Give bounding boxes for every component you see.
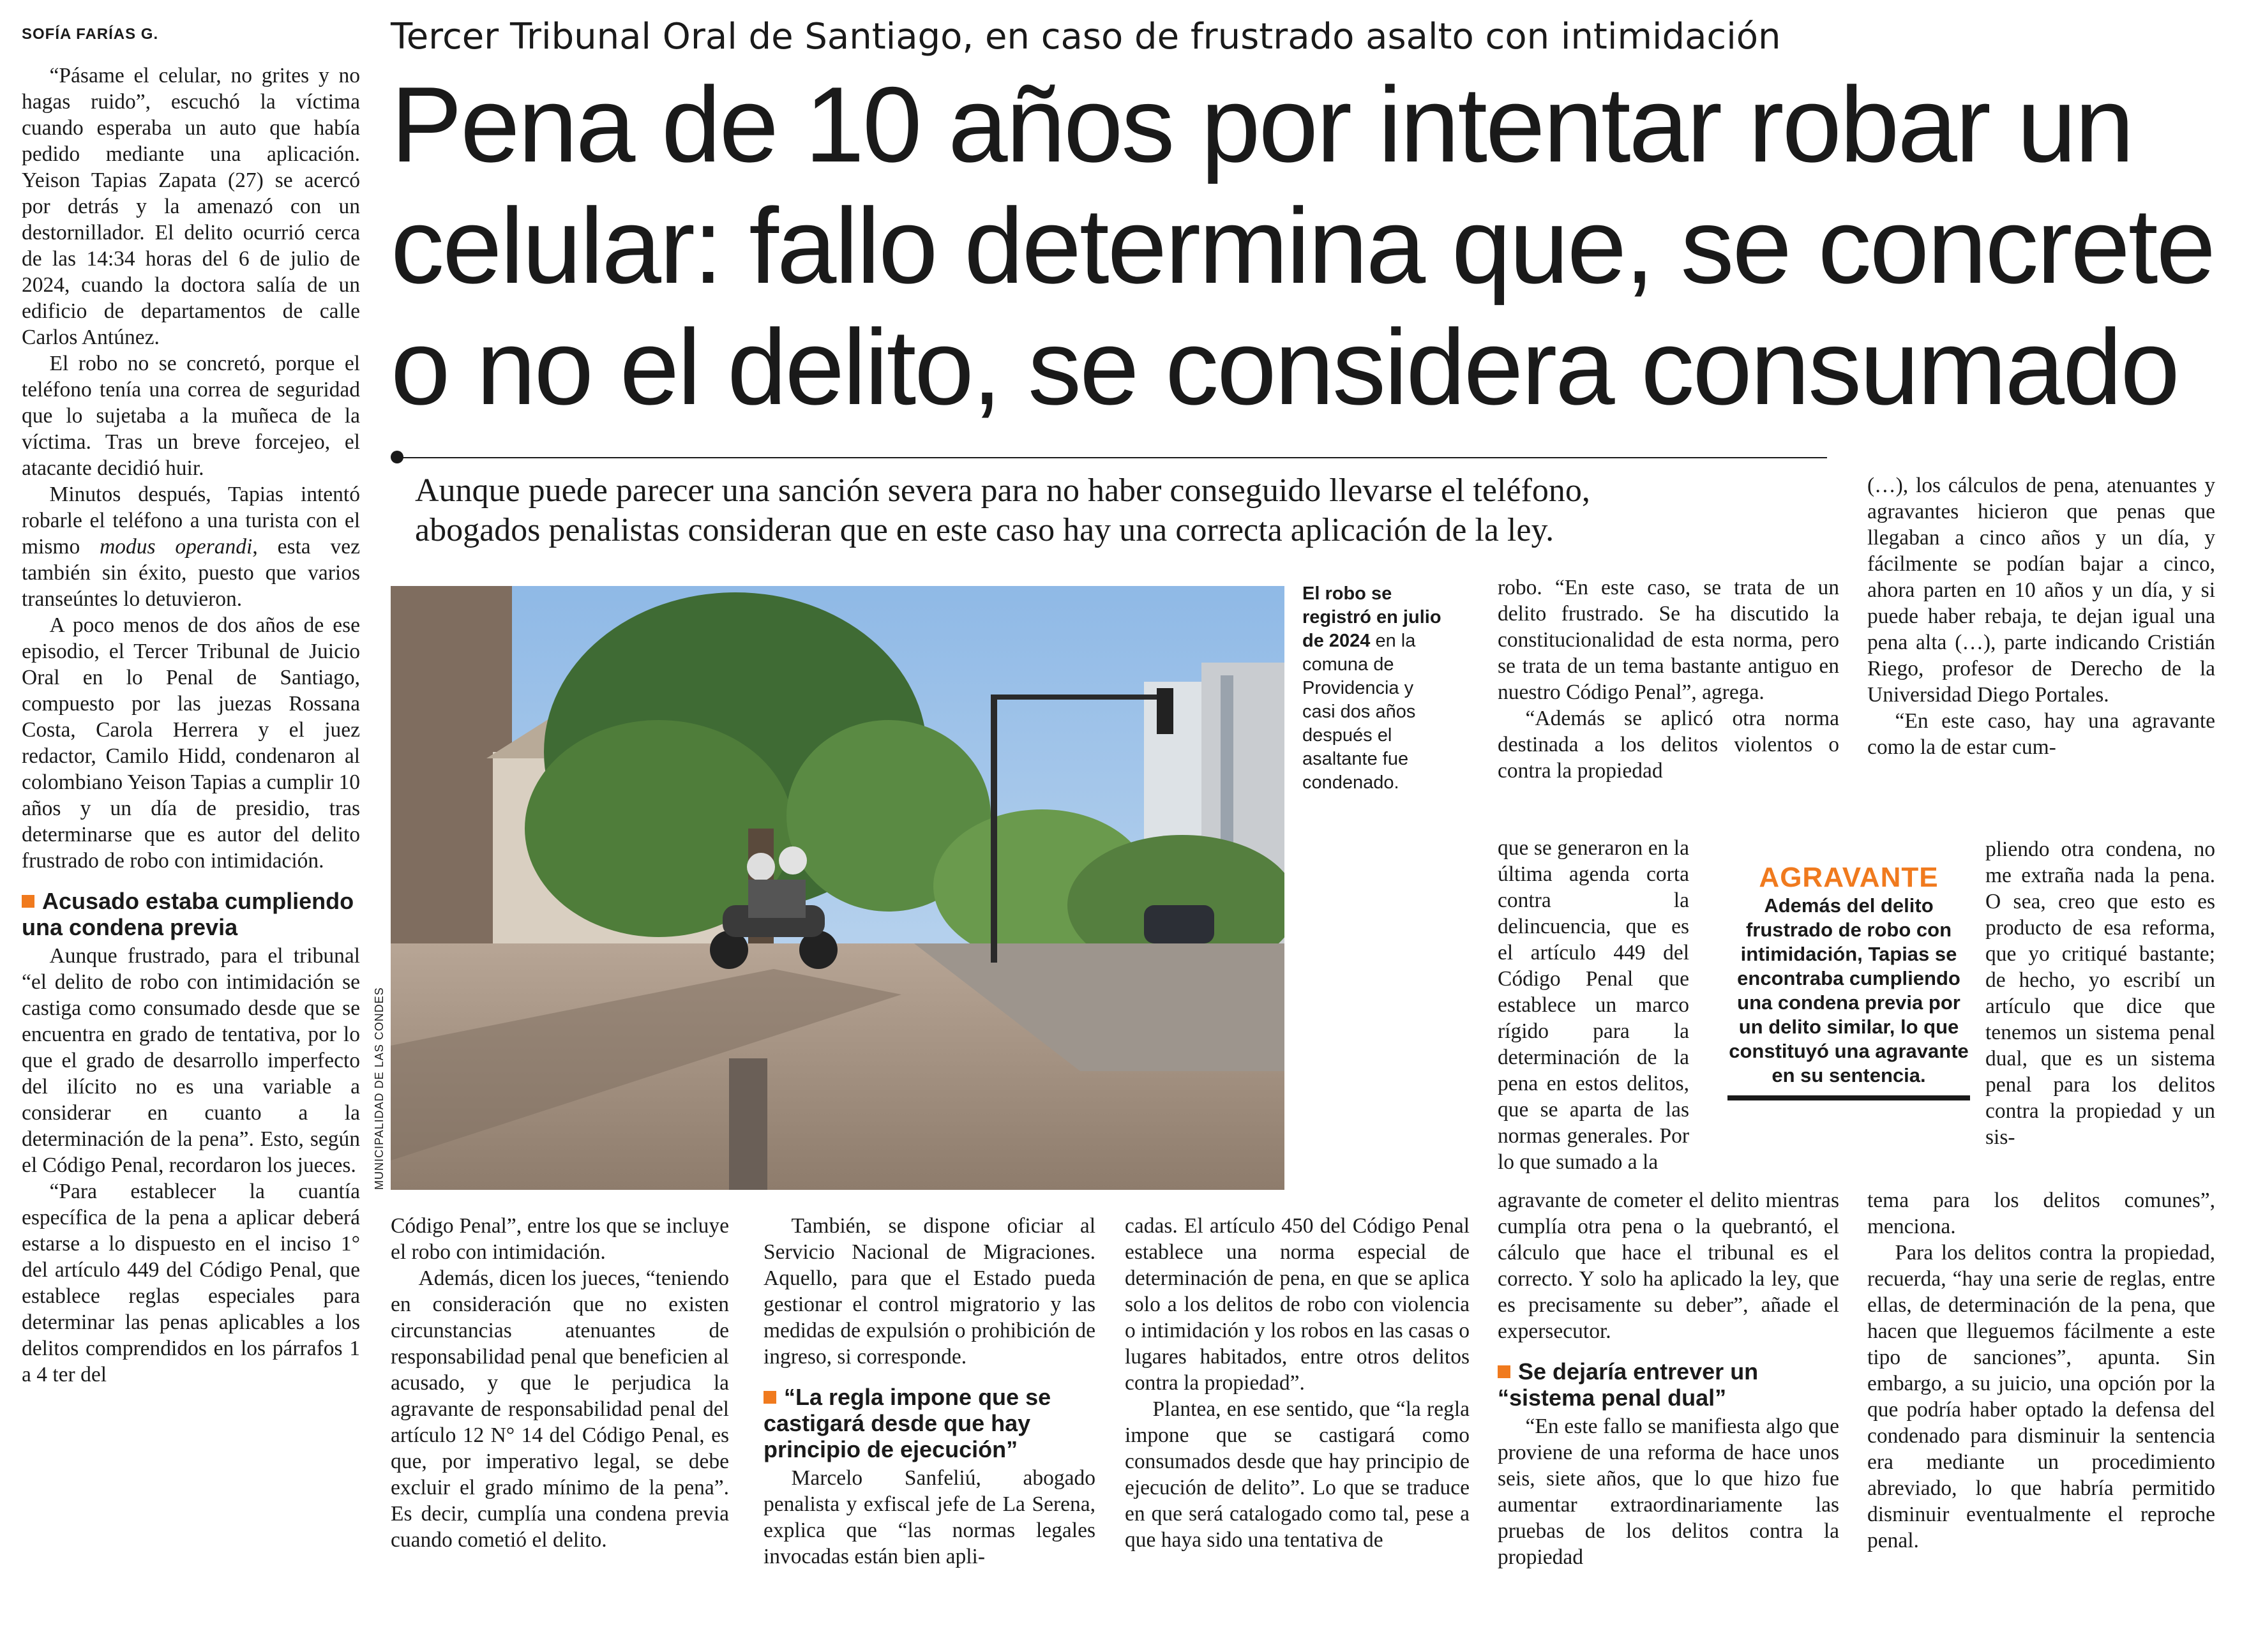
col6-paragraph: “En este caso, hay una agravante como la de estar cum- <box>1867 709 2215 759</box>
col3-paragraph: También, se dispone oficiar al Servicio Nacional de Migraciones. Aquello, para que el Estado pueda gestionar el control migratorio y las medidas de expulsión o prohibición de ingreso, si corresponde. <box>764 1214 1095 1369</box>
col6-paragraph: tema para los delitos comunes”, menciona. <box>1867 1189 2215 1238</box>
column-5-narrow <box>1498 835 1689 1175</box>
column-4 <box>1125 1213 1470 1553</box>
column-1 <box>22 63 360 1388</box>
deck-line-2: abogados penalistas consideran que en este caso hay una correcta aplicación de la ley. <box>415 512 1554 548</box>
headline-line-1: Pena de 10 años por intentar robar un <box>391 64 2133 184</box>
italic-term: modus operandi <box>100 535 253 559</box>
box-text: Además del delito frustrado de robo con intimidación, Tapias se encontraba cumpliendo una condena previa por un delito similar, lo que constituyó una agravante en su sentencia. <box>1729 894 1969 1086</box>
photo-caption <box>1302 582 1443 795</box>
deck <box>415 471 1851 550</box>
column-2 <box>391 1213 729 1553</box>
col2-paragraph: Además, dicen los jueces, “teniendo en consideración que no existen circunstancias atenuantes de responsabilidad penal que beneficien al acusado, y que le perjudica la agravante de responsabilidad penal del artículo 12 N° 14 del Código Penal, es que, por imperativo legal, se debe excluir el grado mínimo de la pena”. Es decir, cumplía una condena previa cuando cometió el delito. <box>391 1266 729 1552</box>
orange-square-icon <box>764 1391 776 1404</box>
column-5 <box>1498 574 1839 784</box>
col1-paragraph: “Para establecer la cuantía específica de la pena a aplicar deberá estarse a lo dispuesto en el inciso 1° del artículo 449 del Código Penal, que establece reglas especiales para determinar las penas aplicables a los delitos comprendidos en los párrafos 1 a 4 ter del <box>22 1180 360 1386</box>
col6-paragraph: (…), los cálculos de pena, atenuantes y agravantes hicieron que penas que llegaban a cinco años y un día, y fácilmente se podían bajar a cinco, ahora parten en 10 años y un día, y si puede haber rebaja, te dejan igual una pena alta (…), parte indicando Cristián Riego, profesor de Derecho de la Universidad Diego Portales. <box>1867 474 2215 707</box>
subhead-regla: “La regla impone que se castigará desde que hay principio de ejecución” <box>764 1384 1051 1462</box>
headline-line-2: celular: fallo determina que, se concrete <box>391 186 2214 306</box>
col4-paragraph: cadas. El artículo 450 del Código Penal establece una norma especial de determinación de pena, en que se aplica solo a los delitos de robo con violencia o intimidación y los robos en las casas o lugares habitados, entre otros delitos contra la propiedad”. <box>1125 1214 1470 1395</box>
column-5-lower <box>1498 1187 1839 1570</box>
col1-paragraph: Minutos después, Tapias intentó robarle el teléfono a una turista con el mismo modus operandi, esta vez también sin éxito, puesto que varios transeúntes lo detuvieron. <box>22 483 360 611</box>
box-title: AGRAVANTE <box>1759 862 1939 893</box>
column-6-lower <box>1867 1187 2215 1554</box>
photo-credit: MUNICIPALIDAD DE LAS CONDES <box>373 987 386 1190</box>
col1-paragraph: A poco menos de dos años de ese episodio, el Tercer Tribunal de Juicio Oral en lo Penal de Santiago, compuesto por las juezas Rossana Costa, Carola Herrera y el juez redactor, Camilo Hidd, condenaron al colombiano Yeison Tapias a cumplir 10 años y un día de presidio, tras determinarse que es autor del delito frustrado de robo con intimidación. <box>22 613 360 873</box>
column-6-narrow <box>1985 836 2215 1150</box>
orange-square-icon <box>1498 1365 1510 1378</box>
col1-paragraph: El robo no se concretó, porque el teléfono tenía una correa de seguridad que lo sujetaba a la muñeca de la víctima. Tras un breve forcejeo, el atacante decidió huir. <box>22 352 360 480</box>
caption-bold: El robo se registró en julio de 2024 <box>1302 583 1441 651</box>
col5-paragraph: “En este fallo se manifiesta algo que proviene de una reforma de hace unos seis, siete años, que lo que hizo fue aumentar extraordinariamente las pruebas de los delitos contra la propiedad <box>1498 1415 1839 1569</box>
col1-paragraph: Aunque frustrado, para el tribunal “el delito de robo con intimidación se castiga como consumado desde que se encuentra en grado de tentativa, por lo que el grado de desarrollo imperfecto del ilícito no es una variable a considerar en cuanto a la determinación de la pena”. Esto, según el Código Penal, recordaron los jueces. <box>22 944 360 1177</box>
col6-paragraph: Para los delitos contra la propiedad, recuerda, “hay una serie de reglas, entre ellas, de determinación de la pena, que hacen que lleguemos fácilmente a este tipo de sanciones”, apunta. Sin embargo, a su juicio, una opción por la que podría haber optado la defensa del condenado para disminuir la sentencia era mediante un procedimiento abreviado, lo que habría permitido disminuir eventualmente el reproche penal. <box>1867 1241 2215 1552</box>
subhead-dual: Se dejaría entrever un “sistema penal dual” <box>1498 1358 1759 1411</box>
headline <box>391 64 2229 428</box>
news-photo <box>391 586 1284 1190</box>
headline-line-3: o no el delito, se considera consumado <box>391 307 2178 427</box>
col5-paragraph: robo. “En este caso, se trata de un delito frustrado. Se ha discutido la constitucionalidad de esta norma, pero se trata de un tema bastante antiguo en nuestro Código Penal”, agrega. <box>1498 576 1839 704</box>
col2-paragraph: Código Penal”, entre los que se incluye el robo con intimidación. <box>391 1214 729 1264</box>
box-rule <box>1727 1095 1970 1100</box>
deck-rule <box>397 457 1827 458</box>
col5-paragraph: que se generaron en la última agenda corta contra la delincuencia, que es el artículo 449 del Código Penal que establece un marco rígido para la determinación de la pena en estos delitos, que se aparta de las normas generales. Por lo que sumado a la <box>1498 836 1689 1174</box>
col4-paragraph: Plantea, en ese sentido, que “la regla impone que se castigará como consumados desde que hay principio de ejecución de delito”. Lo que se traduce en que será catalogado como tal, pese a que haya sido una tentativa de <box>1125 1397 1470 1552</box>
kicker: Tercer Tribunal Oral de Santiago, en caso de frustrado asalto con intimidación <box>391 16 1781 57</box>
agravante-box <box>1727 862 1970 1100</box>
col5-paragraph: “Además se aplicó otra norma destinada a los delitos violentos o contra la propiedad <box>1498 707 1839 783</box>
col3-paragraph: Marcelo Sanfeliú, abogado penalista y exfiscal jefe de La Serena, explica que “las normas legales invocadas están bien apli- <box>764 1466 1095 1568</box>
deck-line-1: Aunque puede parecer una sanción severa para no haber conseguido llevarse el teléfono, <box>415 472 1590 509</box>
caption-text: en la comuna de Providencia y casi dos años después el asaltante fue condenado. <box>1302 631 1416 793</box>
column-3 <box>764 1213 1095 1570</box>
column-6 <box>1867 472 2215 760</box>
street-scene-image <box>391 586 1284 1190</box>
col6-paragraph: pliendo otra condena, no me extraña nada la pena. O sea, creo que esto es producto de esa reforma, que yo critiqué bastante; de hecho, yo escribí un artículo que dice que tenemos un sistema penal dual, que es un sistema penal para los delitos contra la propiedad y un sis- <box>1985 837 2215 1149</box>
col5-paragraph: agravante de cometer el delito mientras cumplía otra pena o la quebrantó, el cálculo que hace el tribunal es el correcto. Y solo ha aplicado la ley, que es precisamente su deber”, añade el expersecutor. <box>1498 1189 1839 1343</box>
byline: SOFÍA FARÍAS G. <box>22 26 159 43</box>
orange-square-icon <box>22 895 34 908</box>
col1-paragraph: “Pásame el celular, no grites y no hagas ruido”, escuchó la víctima cuando esperaba un auto que había pedido mediante una aplicación. Yeison Tapias Zapata (27) se acercó por detrás y la amenazó con un destornillador. El delito ocurrió cerca de las 14:34 horas del 6 de julio de 2024, cuando la doctora salía de un edificio de departamentos de calle Carlos Antúnez. <box>22 64 360 349</box>
subhead-acusado: Acusado estaba cumpliendo una condena previa <box>22 888 354 940</box>
